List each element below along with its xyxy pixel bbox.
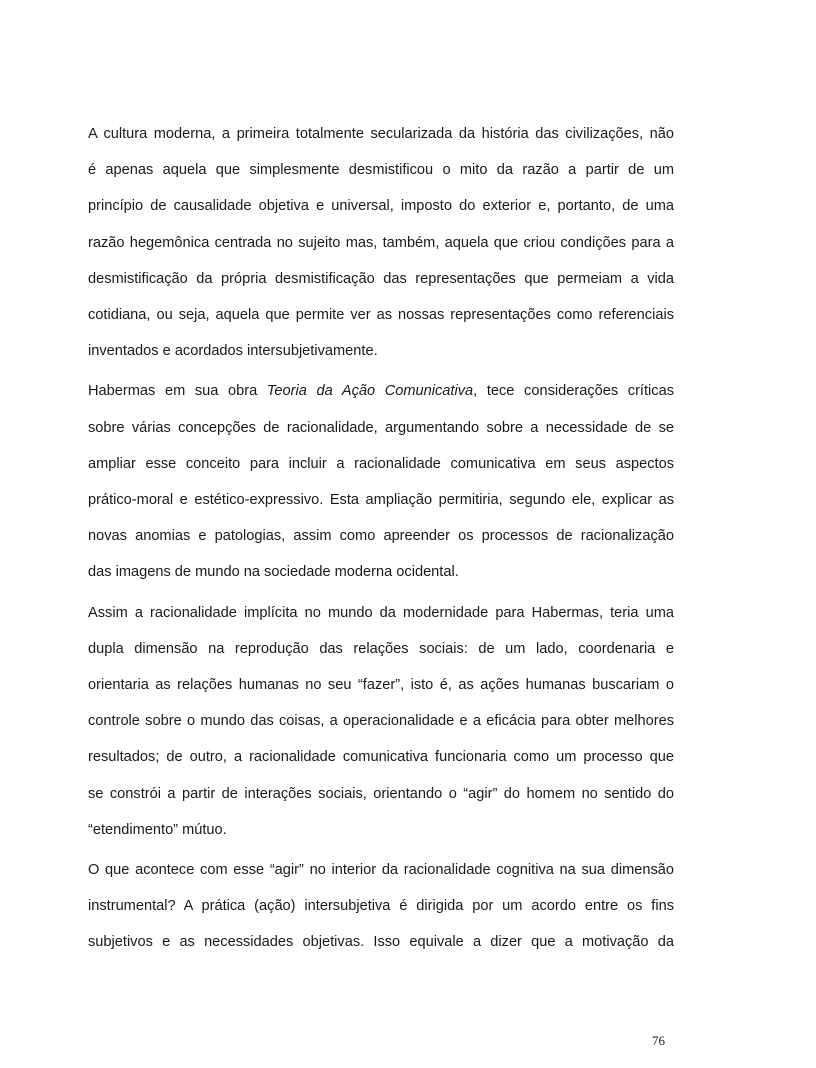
text-line: subjetivos e as necessidades objetivas. Isso equivale a dizer que a motivação da: [88, 934, 674, 951]
text-line: O que acontece com esse “agir” no interior da racionalidade cognitiva na sua dimensão: [88, 862, 674, 879]
text-line: inventados e acordados intersubjetivamente.: [88, 343, 378, 360]
text-line: das imagens de mundo na sociedade moderna ocidental.: [88, 564, 459, 581]
text-line: é apenas aquela que simplesmente desmistificou o mito da razão a partir de um: [88, 162, 674, 179]
body-text: [88, 116, 674, 961]
text-line: resultados; de outro, a racionalidade comunicativa funcionaria como um processo que: [88, 749, 674, 766]
text-line: desmistificação da própria desmistificação das representações que permeiam a vida: [88, 270, 674, 287]
paragraph-4: [88, 852, 674, 961]
book-title: Teoria da Ação Comunicativa: [266, 383, 474, 400]
text-line: razão hegemônica centrada no sujeito mas, também, aquela que criou condições para a: [88, 234, 674, 251]
text-line: controle sobre o mundo das coisas, a operacionalidade e a eficácia para obter melhores: [88, 713, 674, 730]
paragraph-1: [88, 116, 674, 369]
text-line: se constrói a partir de interações sociais, orientando o “agir” do homem no sentido do: [88, 785, 674, 802]
page-number: 76: [652, 1033, 665, 1048]
text-line: orientaria as relações humanas no seu “fazer”, isto é, as ações humanas buscariam o: [88, 677, 674, 694]
paragraph-2: [88, 373, 674, 590]
paragraph-3: [88, 595, 674, 848]
text-line: dupla dimensão na reprodução das relações sociais: de um lado, coordenaria e: [88, 640, 674, 657]
text-line: novas anomias e patologias, assim como apreender os processos de racionalização: [88, 528, 674, 545]
text-line: ampliar esse conceito para incluir a racionalidade comunicativa em seus aspectos: [88, 455, 674, 472]
text-line: A cultura moderna, a primeira totalmente secularizada da história das civilizações, não: [88, 126, 674, 142]
text-run: , tece considerações críticas: [473, 383, 674, 400]
text-line: sobre várias concepções de racionalidade, argumentando sobre a necessidade de se: [88, 419, 674, 436]
text-line: prático-moral e estético-expressivo. Esta ampliação permitiria, segundo ele, explicar as: [88, 492, 674, 509]
text-line: cotidiana, ou seja, aquela que permite ver as nossas representações como referenciais: [88, 307, 674, 324]
text-line: “etendimento” mútuo.: [88, 821, 227, 838]
text-line: instrumental? A prática (ação) intersubjetiva é dirigida por um acordo entre os fins: [88, 898, 674, 915]
text-line: [88, 373, 674, 409]
text-line: Assim a racionalidade implícita no mundo da modernidade para Habermas, teria uma: [88, 604, 674, 621]
text-line: princípio de causalidade objetiva e universal, imposto do exterior e, portanto, de uma: [88, 198, 674, 215]
text-run: Habermas em sua obra: [88, 383, 267, 400]
